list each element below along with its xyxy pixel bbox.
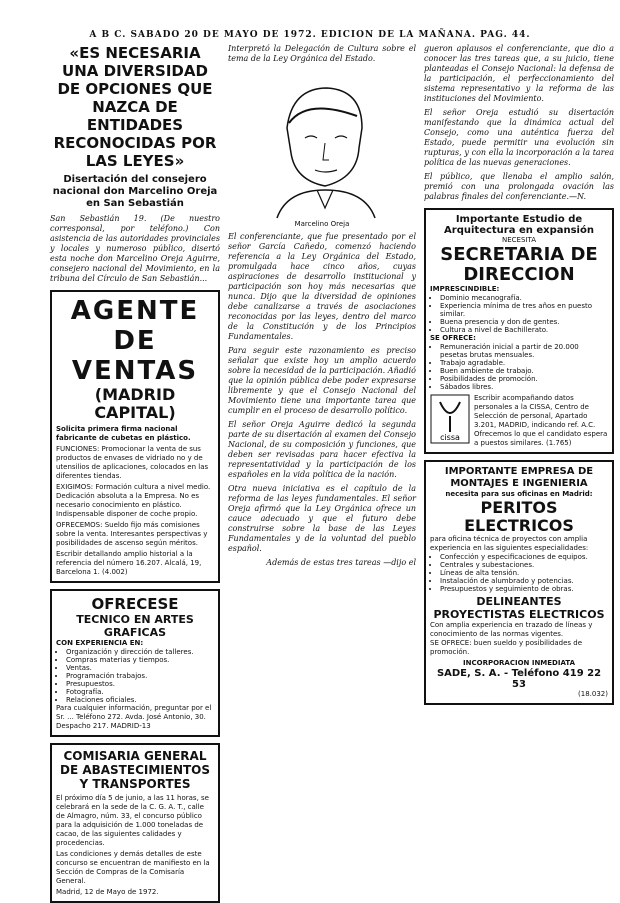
ad-agente-title: AGENTE DE VENTAS bbox=[70, 296, 200, 386]
ad-tecnico-exp: CON EXPERIENCIA EN: bbox=[56, 639, 144, 647]
cissa-logo-icon bbox=[430, 394, 470, 444]
ad-empresa-title: IMPORTANTE EMPRESA DE MONTAJES E INGENIERIA bbox=[444, 466, 594, 489]
ad-tecnico-title: OFRECESE bbox=[91, 595, 179, 613]
list-item: • Programación trabajos. bbox=[66, 672, 214, 680]
page-header: A B C. SABADO 20 DE MAYO DE 1972. EDICION DE LA MAÑANA. PAG. 44. bbox=[89, 30, 531, 40]
list-item: • Buena presencia y don de gentes. bbox=[440, 318, 608, 326]
list-item: • Remuneración inicial a partir de 20.000 pesetas brutas mensuales. bbox=[440, 343, 608, 359]
ad-agente-funciones: FUNCIONES: Promocionar la venta de sus productos de envases de vidriado no y de utensilios de aplicaciones, colocados en las diferentes tiendas. bbox=[56, 445, 209, 480]
column-left bbox=[50, 44, 220, 896]
list-item: • Presupuestos. bbox=[66, 680, 214, 688]
article-headline: «ES NECESARIA UNA DIVERSIDAD DE OPCIONES QUE NAZCA DE ENTIDADES RECONOCIDAS POR LAS LEYES» bbox=[53, 44, 217, 170]
list-item: • Líneas de alta tensión. bbox=[440, 569, 608, 577]
list-item: • Ventas. bbox=[66, 664, 214, 672]
ad-agente-exigimos: EXIGIMOS: Formación cultura a nivel medio. Dedicación absoluta a la Empresa. No es necesario conocimiento en plástico. Indispensable disponer de coche propio. bbox=[56, 483, 211, 518]
ad-agente-contact: Escribir detallando amplio historial a la referencia del número 16.207. Alcalá, 19, Barcelona 1. (4.002) bbox=[56, 550, 202, 576]
ad-comisaria-body2: Las condiciones y demás detalles de este concurso se encuentran de manifiesto en la Sección de Compras de la Comisaría General. bbox=[56, 850, 210, 885]
article-lead: San Sebastián 19. (De nuestro corresponsal, por teléfono.) Con asistencia de las autoridades provinciales y locales y numeroso público, disertó esta noche don Marcelino Oreja Aguirre, consejero nacional del Movimiento, en la tribuna del Círculo de San Sebastián... bbox=[50, 214, 220, 283]
list-item: • Trabajo agradable. bbox=[440, 359, 608, 367]
ad-secretaria bbox=[424, 208, 614, 454]
ad-comisaria-body: El próximo día 5 de junio, a las 11 horas, se celebrará en la sede de la C. G. A. T., calle de Almagro, núm. 33, el concurso público para la adquisición de 1.000 toneladas de cacao, de las siguientes calidades y procedencias. bbox=[56, 794, 209, 847]
article-col2-body4: Otra nueva iniciativa es el capítulo de la reforma de las leyes fundamentales. El señor Oreja afirmó que la Ley Orgánica ofrece un cauce adecuado y que el futuro debe construirse sobre la base de las Leyes Fundamentales y de la voluntad del pueblo español. bbox=[228, 484, 416, 553]
ad-secretaria-offer-list bbox=[430, 343, 608, 391]
ad-empresa-title3: DELINEANTES PROYECTISTAS ELECTRICOS bbox=[433, 595, 605, 621]
ad-agente-subtitle: (MADRID CAPITAL) bbox=[94, 385, 176, 422]
column-right bbox=[424, 44, 614, 834]
list-item: • Cultura a nivel de Bachillerato. bbox=[440, 326, 608, 334]
list-item: • Sábados libres. bbox=[440, 383, 608, 391]
list-item: • Organización y dirección de talleres. bbox=[66, 648, 214, 656]
article-col3-top: gueron aplausos el conferenciante, que dio a conocer las tres tareas que, a su juicio, tiene planteadas el Consejo Nacional: la defensa de la participación, el perfeccionamiento del sistema representativo y la reforma de las instituciones del Movimiento. bbox=[424, 44, 614, 103]
ad-tecnico-title2: TECNICO EN ARTES GRAFICAS bbox=[76, 613, 194, 639]
list-item: • Instalación de alumbrado y potencias. bbox=[440, 577, 608, 585]
list-item: • Compras materias y tiempos. bbox=[66, 656, 214, 664]
ad-empresa-ref: (18.032) bbox=[578, 690, 608, 698]
ad-empresa-montajes bbox=[424, 460, 614, 705]
ad-secretaria-imp: IMPRESCINDIBLE: bbox=[430, 285, 500, 293]
ad-tecnico-contact: Para cualquier información, preguntar por el Sr. ... Teléfono 272. Avda. José Antonio, 30. Despacho 217. MADRID-13 bbox=[56, 704, 212, 730]
ad-agente-intro: Solicita primera firma nacional fabricante de cubetas en plástico. bbox=[56, 425, 191, 442]
ad-agente-de-ventas bbox=[50, 290, 220, 583]
column-middle bbox=[228, 44, 416, 834]
ad-secretaria-pre: Importante Estudio de Arquitectura en expansión bbox=[444, 214, 594, 236]
ad-empresa-phone: SADE, S. A. - Teléfono 419 22 53 bbox=[436, 668, 602, 690]
ad-empresa-body3: Con amplia experiencia en trazado de líneas y conocimiento de las normas vigentes. bbox=[430, 621, 593, 638]
ad-empresa-title2: PERITOS ELECTRICOS bbox=[464, 498, 574, 535]
ad-secretaria-contact: Escribir acompañando datos personales a la CISSA, Centro de Selección de personal, Apartado 3.201, MADRID, indicando ref. A.C. bbox=[474, 394, 596, 429]
ad-tecnico-list bbox=[56, 648, 214, 704]
article-col2-body3: El señor Oreja Aguirre dedicó la segunda parte de su disertación al examen del Consejo Nacional, de su composición y funciones, que deben ser revisadas para hacer efectiva la representatividad y la participación de los españoles en la vida política de la nación. bbox=[228, 420, 416, 479]
ad-secretaria-need: NECESITA bbox=[502, 236, 536, 244]
ad-tecnico-artes-graficas bbox=[50, 589, 220, 737]
ad-comisaria-date: Madrid, 12 de Mayo de 1972. bbox=[56, 888, 159, 896]
ad-secretaria-req-list bbox=[430, 294, 608, 334]
list-item: • Dominio mecanografía. bbox=[440, 294, 608, 302]
article-col2-top: Interpretó la Delegación de Cultura sobre el tema de la Ley Orgánica del Estado. bbox=[228, 44, 416, 63]
article-col3-body: El señor Oreja estudió su disertación manifestando que la dinámica actual del Consejo, como una auténtica fuerza del Estado, puede permitir una evolución sin rupturas, y con ella la incorporación a la tarea política de las nuevas generaciones. bbox=[424, 108, 614, 167]
list-item: • Centrales y subestaciones. bbox=[440, 561, 608, 569]
list-item: • Buen ambiente de trabajo. bbox=[440, 367, 608, 375]
ad-secretaria-title: SECRETARIA DE DIRECCION bbox=[440, 244, 598, 285]
ad-secretaria-ofrece: SE OFRECE: bbox=[430, 334, 476, 342]
list-item: • Confección y especificaciones de equipos. bbox=[440, 553, 608, 561]
list-item: • Presupuestos y seguimiento de obras. bbox=[440, 585, 608, 593]
list-item: • Experiencia mínima de tres años en puesto similar. bbox=[440, 302, 608, 318]
article-subhead: Disertación del consejero nacional don Marcelino Oreja en San Sebastián bbox=[52, 174, 218, 209]
article-col2-end: Además de estas tres tareas —dijo el bbox=[266, 558, 416, 567]
ad-secretaria-bottom: Ofrecemos lo que el candidato espera a puestos similares. (1.765) bbox=[474, 430, 608, 447]
article-col2-body2: Para seguir este razonamiento es preciso señalar que existe hoy un amplio acuerdo sobre la necesidad de la participación. Añadió que la opinión pública debe poder expresarse libremente y que el Consejo Nacional del Movimiento tiene una importante tarea que cumplir en el proceso de desarrollo político. bbox=[228, 346, 416, 415]
ad-agente-ofrecemos: OFRECEMOS: Sueldo fijo más comisiones sobre la venta. Interesantes perspectivas y posibilidades de ascenso según méritos. bbox=[56, 521, 208, 547]
article-col3-end: El público, que llenaba el amplio salón, premió con una prolongada ovación las palabras finales del conferenciante.—N. bbox=[424, 172, 614, 201]
ad-comisaria-title: COMISARIA GENERAL DE ABASTECIMIENTOS Y TRANSPORTES bbox=[59, 749, 211, 791]
list-item: • Fotografía. bbox=[66, 688, 214, 696]
portrait-caption: Marcelino Oreja bbox=[294, 220, 350, 228]
portrait-illustration bbox=[247, 68, 397, 218]
ad-empresa-body: para oficina técnica de proyectos con amplia experiencia en las siguientes especialidades: bbox=[430, 535, 589, 552]
list-item: • Relaciones oficiales. bbox=[66, 696, 214, 704]
cissa-logo-text: cissa bbox=[440, 433, 460, 442]
ad-empresa-inc: INCORPORACION INMEDIATA bbox=[463, 659, 575, 667]
ad-empresa-note: SE OFRECE: buen sueldo y posibilidades de promoción. bbox=[430, 639, 583, 656]
ad-empresa-list bbox=[430, 553, 608, 593]
list-item: • Posibilidades de promoción. bbox=[440, 375, 608, 383]
ad-comisaria bbox=[50, 743, 220, 903]
article-col2-body: El conferenciante, que fue presentado por el señor García Cañedo, comenzó haciendo referencia a la Ley Orgánica del Estado, promulgada hace cinco años, cuyas aspiraciones de desarrollo institucional y participación son hoy más necesarias que nunca. Dijo que la diversidad de opiniones debe canalizarse a través de asociaciones reconocidas por las leyes, dentro del marco de la Constitución y de los Principios Fundamentales. bbox=[228, 232, 416, 341]
ad-empresa-need: necesita para sus oficinas en Madrid: bbox=[445, 490, 593, 498]
